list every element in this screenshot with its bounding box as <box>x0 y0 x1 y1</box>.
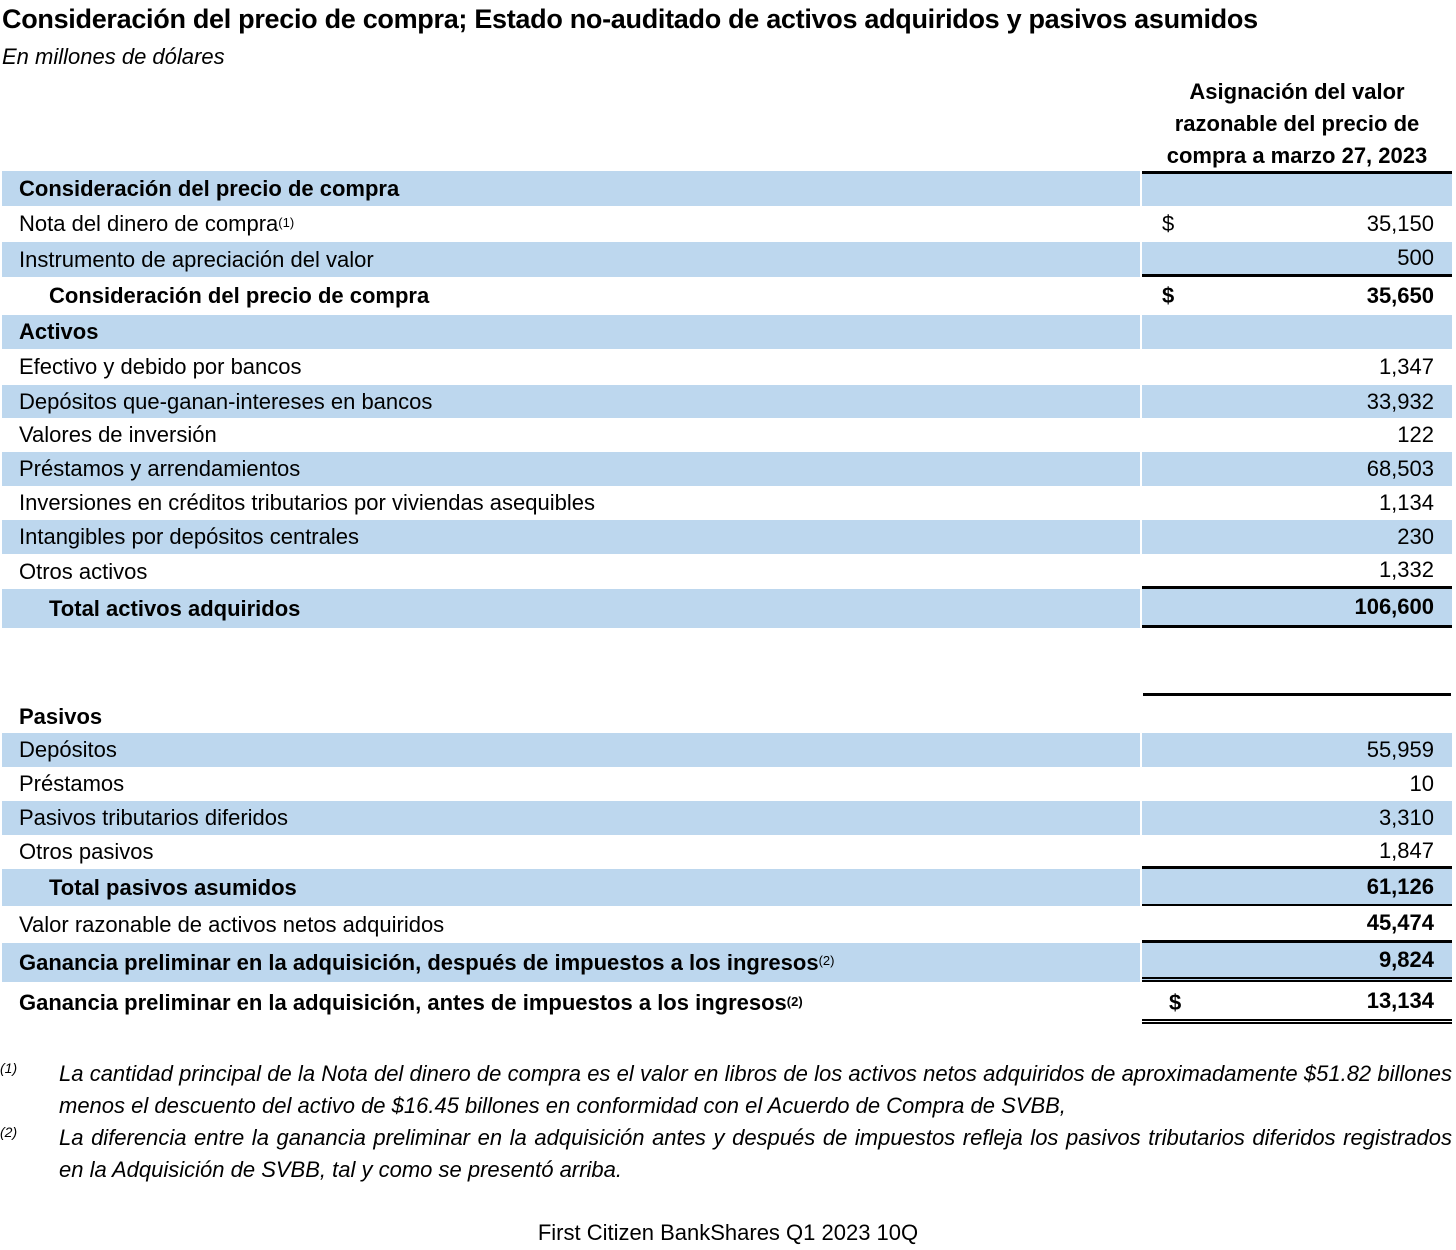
row-label: Consideración del precio de compra <box>2 171 1140 206</box>
total-row-liabilities <box>2 869 1452 906</box>
row-label: Consideración del precio de compra <box>49 283 430 308</box>
units-subtitle: En millones de dólares <box>2 44 225 69</box>
table-row <box>2 486 1452 520</box>
column-header-line: razonable del precio de <box>1174 111 1420 136</box>
row-value: 61,126 <box>1142 869 1452 906</box>
row-label <box>2 206 1140 242</box>
row-value: 33,932 <box>1142 385 1452 418</box>
table-row <box>2 835 1452 869</box>
row-value: 1,332 <box>1142 554 1452 589</box>
footnote-mark: (2) <box>0 1124 18 1140</box>
column-header-line: compra a marzo 27, 2023 <box>1166 143 1428 168</box>
row-label: Total pasivos asumidos <box>2 869 1140 906</box>
row-value: 3,310 <box>1142 801 1452 835</box>
table-row <box>2 801 1452 835</box>
row-label: Otros pasivos <box>19 839 154 864</box>
subtotal-row <box>2 277 1452 315</box>
row-value: 10 <box>1409 771 1434 796</box>
row-label-text: Nota del dinero de compra <box>19 211 279 236</box>
footnote-ref: (2) <box>818 953 835 968</box>
column-header <box>1142 76 1452 172</box>
row-label-text: Ganancia preliminar en la adquisición, después de impuestos a los ingresos <box>19 949 819 975</box>
currency-symbol: $ <box>1169 990 1182 1015</box>
row-label: Pasivos tributarios diferidos <box>2 801 1140 835</box>
footnote-text: La diferencia entre la ganancia preliminar en la adquisición antes y después de impuestos refleja los pasivos tributarios diferidos registrados en la Adquisición de SVBB, tal y como se presentó arriba. <box>59 1125 1452 1182</box>
column-header-line: Asignación del valor <box>1189 79 1405 104</box>
currency-symbol: $ <box>1162 211 1175 236</box>
row-value: 55,959 <box>1142 733 1452 767</box>
row-label: Intangibles por depósitos centrales <box>2 520 1140 554</box>
row-label: Efectivo y debido por bancos <box>19 354 302 379</box>
row-value: 1,134 <box>1378 490 1434 515</box>
currency-symbol: $ <box>1162 283 1175 308</box>
table-row <box>2 385 1452 418</box>
gain-before-tax-row <box>2 982 1452 1024</box>
row-value: 1,347 <box>1378 354 1434 379</box>
row-value: 68,503 <box>1142 452 1452 486</box>
page-title: Consideración del precio de compra; Estado no-auditado de activos adquiridos y pasivos asumidos <box>2 4 1258 34</box>
footnote-mark: (1) <box>0 1060 18 1076</box>
row-label-text: Ganancia preliminar en la adquisición, antes de impuestos a los ingresos <box>19 990 787 1015</box>
net-assets-row <box>2 906 1452 943</box>
table-row <box>2 733 1452 767</box>
table-row <box>2 418 1452 452</box>
footnote <box>0 1122 1452 1186</box>
row-label <box>2 943 1140 982</box>
table-row <box>2 350 1452 384</box>
table-row <box>2 206 1452 242</box>
source-caption: First Citizen BankShares Q1 2023 10Q <box>537 1220 919 1245</box>
section-heading-liabilities <box>2 700 1452 733</box>
footnote-ref: (1) <box>278 214 295 230</box>
row-label: Préstamos y arrendamientos <box>2 452 1140 486</box>
row-label: Activos <box>2 315 1140 349</box>
row-value: 230 <box>1142 520 1452 554</box>
row-label: Préstamos <box>19 771 125 796</box>
footnote-text: La cantidad principal de la Nota del dinero de compra es el valor en libros de los activos netos adquiridos de aproximadamente $51.82 billones menos el descuento del activo de $16.45 billones en conformidad con el Acuerdo de Compra de SVBB, <box>59 1061 1452 1118</box>
row-label: Pasivos <box>19 703 103 729</box>
table-row <box>2 554 1452 589</box>
footnote <box>0 1058 1452 1122</box>
row-value: 106,600 <box>1142 589 1452 628</box>
row-value: 35,150 <box>1366 211 1434 236</box>
table-row <box>2 520 1452 554</box>
row-label: Valores de inversión <box>19 422 217 447</box>
table-row <box>2 767 1452 801</box>
table-row <box>2 452 1452 486</box>
row-value: 500 <box>1142 242 1452 277</box>
row-label: Valor razonable de activos netos adquiridos <box>19 911 445 937</box>
table-row <box>2 242 1452 277</box>
section-heading-purchase <box>2 171 1452 206</box>
section-heading-assets <box>2 315 1452 349</box>
row-label: Depósitos <box>2 733 1140 767</box>
row-value: 1,847 <box>1142 835 1452 869</box>
row-value: 45,474 <box>1142 906 1452 943</box>
row-label: Otros activos <box>19 558 148 584</box>
footnote-ref: (2) <box>786 993 803 1009</box>
row-label: Inversiones en créditos tributarios por viviendas asequibles <box>19 490 595 515</box>
row-value: 122 <box>1397 422 1434 447</box>
row-label <box>2 982 1140 1024</box>
row-label: Total activos adquiridos <box>2 589 1140 628</box>
row-value <box>1142 315 1452 349</box>
row-value <box>1142 171 1452 206</box>
gain-after-tax-row <box>2 943 1452 982</box>
divider <box>1143 693 1451 696</box>
row-value: 13,134 <box>1142 982 1452 1024</box>
total-row-assets <box>2 589 1452 628</box>
row-value: 9,824 <box>1142 943 1452 982</box>
row-label: Instrumento de apreciación del valor <box>2 242 1140 277</box>
row-value: 35,650 <box>1366 283 1434 308</box>
row-label: Depósitos que-ganan-intereses en bancos <box>2 385 1140 418</box>
